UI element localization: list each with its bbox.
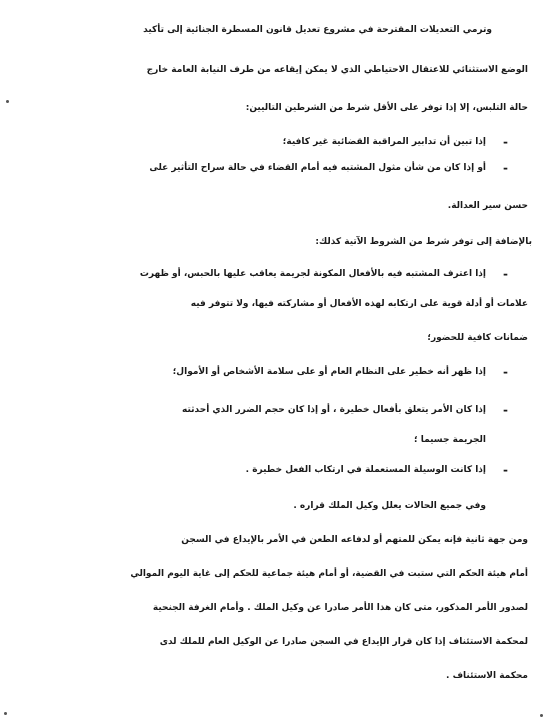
text-line: ضمانات كافية للحضور؛ <box>427 333 528 343</box>
list-dash: - <box>503 267 508 281</box>
list-item-text: إذا ظهر أنه خطير على النظام العام أو على سلامة الأشخاص أو الأموال؛ <box>172 367 486 377</box>
text-line: بالإضافة إلى توفر شرط من الشروط الآتية كذلك: <box>315 237 532 247</box>
list-item-text: إذا كان الأمر يتعلق بأفعال خطيرة ، أو إذا كان حجم الضرر الذي أحدثته <box>182 405 486 415</box>
list-dash: - <box>503 161 508 175</box>
list-dash: - <box>503 463 508 477</box>
text-line: لصدور الأمر المذكور، متى كان هذا الأمر صادرا عن وكيل الملك . وأمام الغرفة الجنحية <box>152 603 528 613</box>
text-line: علامات أو أدلة قوية على ارتكابه لهذه الأفعال أو مشاركته فيها، ولا تتوفر فيه <box>190 299 528 309</box>
text-line: حالة التلبس، إلا إذا توفر على الأقل شرط من الشرطين التاليين: <box>245 103 528 113</box>
text-line: وفي جميع الحالات يعلل وكيل الملك قراره . <box>293 501 486 511</box>
scan-speck <box>540 714 543 717</box>
list-dash: - <box>503 403 508 417</box>
list-dash: - <box>503 365 508 379</box>
text-line: محكمة الاستئناف . <box>446 671 528 681</box>
list-item-text: إذا تبين أن تدابير المراقبة القضائية غير كافية؛ <box>282 137 486 147</box>
text-line: وترمي التعديلات المقترحة في مشروع تعديل قانون المسطرة الجنائية إلى تأكيد <box>143 25 492 35</box>
list-dash: - <box>503 135 508 149</box>
text-line: حسن سير العدالة. <box>447 201 528 211</box>
scan-speck <box>4 712 7 715</box>
scan-speck <box>6 100 9 103</box>
text-line: أمام هيئة الحكم التي ستبت في القضية، أو أمام هيئة جماعية للحكم إلى غاية اليوم الموالي <box>130 569 528 579</box>
text-line: الوضع الاستثنائي للاعتقال الاحتياطي الذي لا يمكن إيقاعه من طرف النيابة العامة خارج <box>146 65 528 75</box>
text-line: لمحكمة الاستئناف إذا كان قرار الإيداع في السجن صادرا عن الوكيل العام للملك لدى <box>159 637 528 647</box>
list-item-text: إذا اعترف المشتبه فيه بالأفعال المكونة لجريمة يعاقب عليها بالحبس، أو ظهرت <box>139 269 486 279</box>
text-line: الجريمة جسيما ؛ <box>413 435 486 445</box>
list-item-text: أو إذا كان من شأن مثول المشتبه فيه أمام القضاء في حالة سراح التأثير على <box>149 163 486 173</box>
list-item-text: إذا كانت الوسيلة المستعملة في ارتكاب الفعل خطيرة . <box>245 465 486 475</box>
text-line: ومن جهة ثانية فإنه يمكن للمتهم أو لدفاعه الطعن في الأمر بالإيداع في السجن <box>181 535 528 545</box>
